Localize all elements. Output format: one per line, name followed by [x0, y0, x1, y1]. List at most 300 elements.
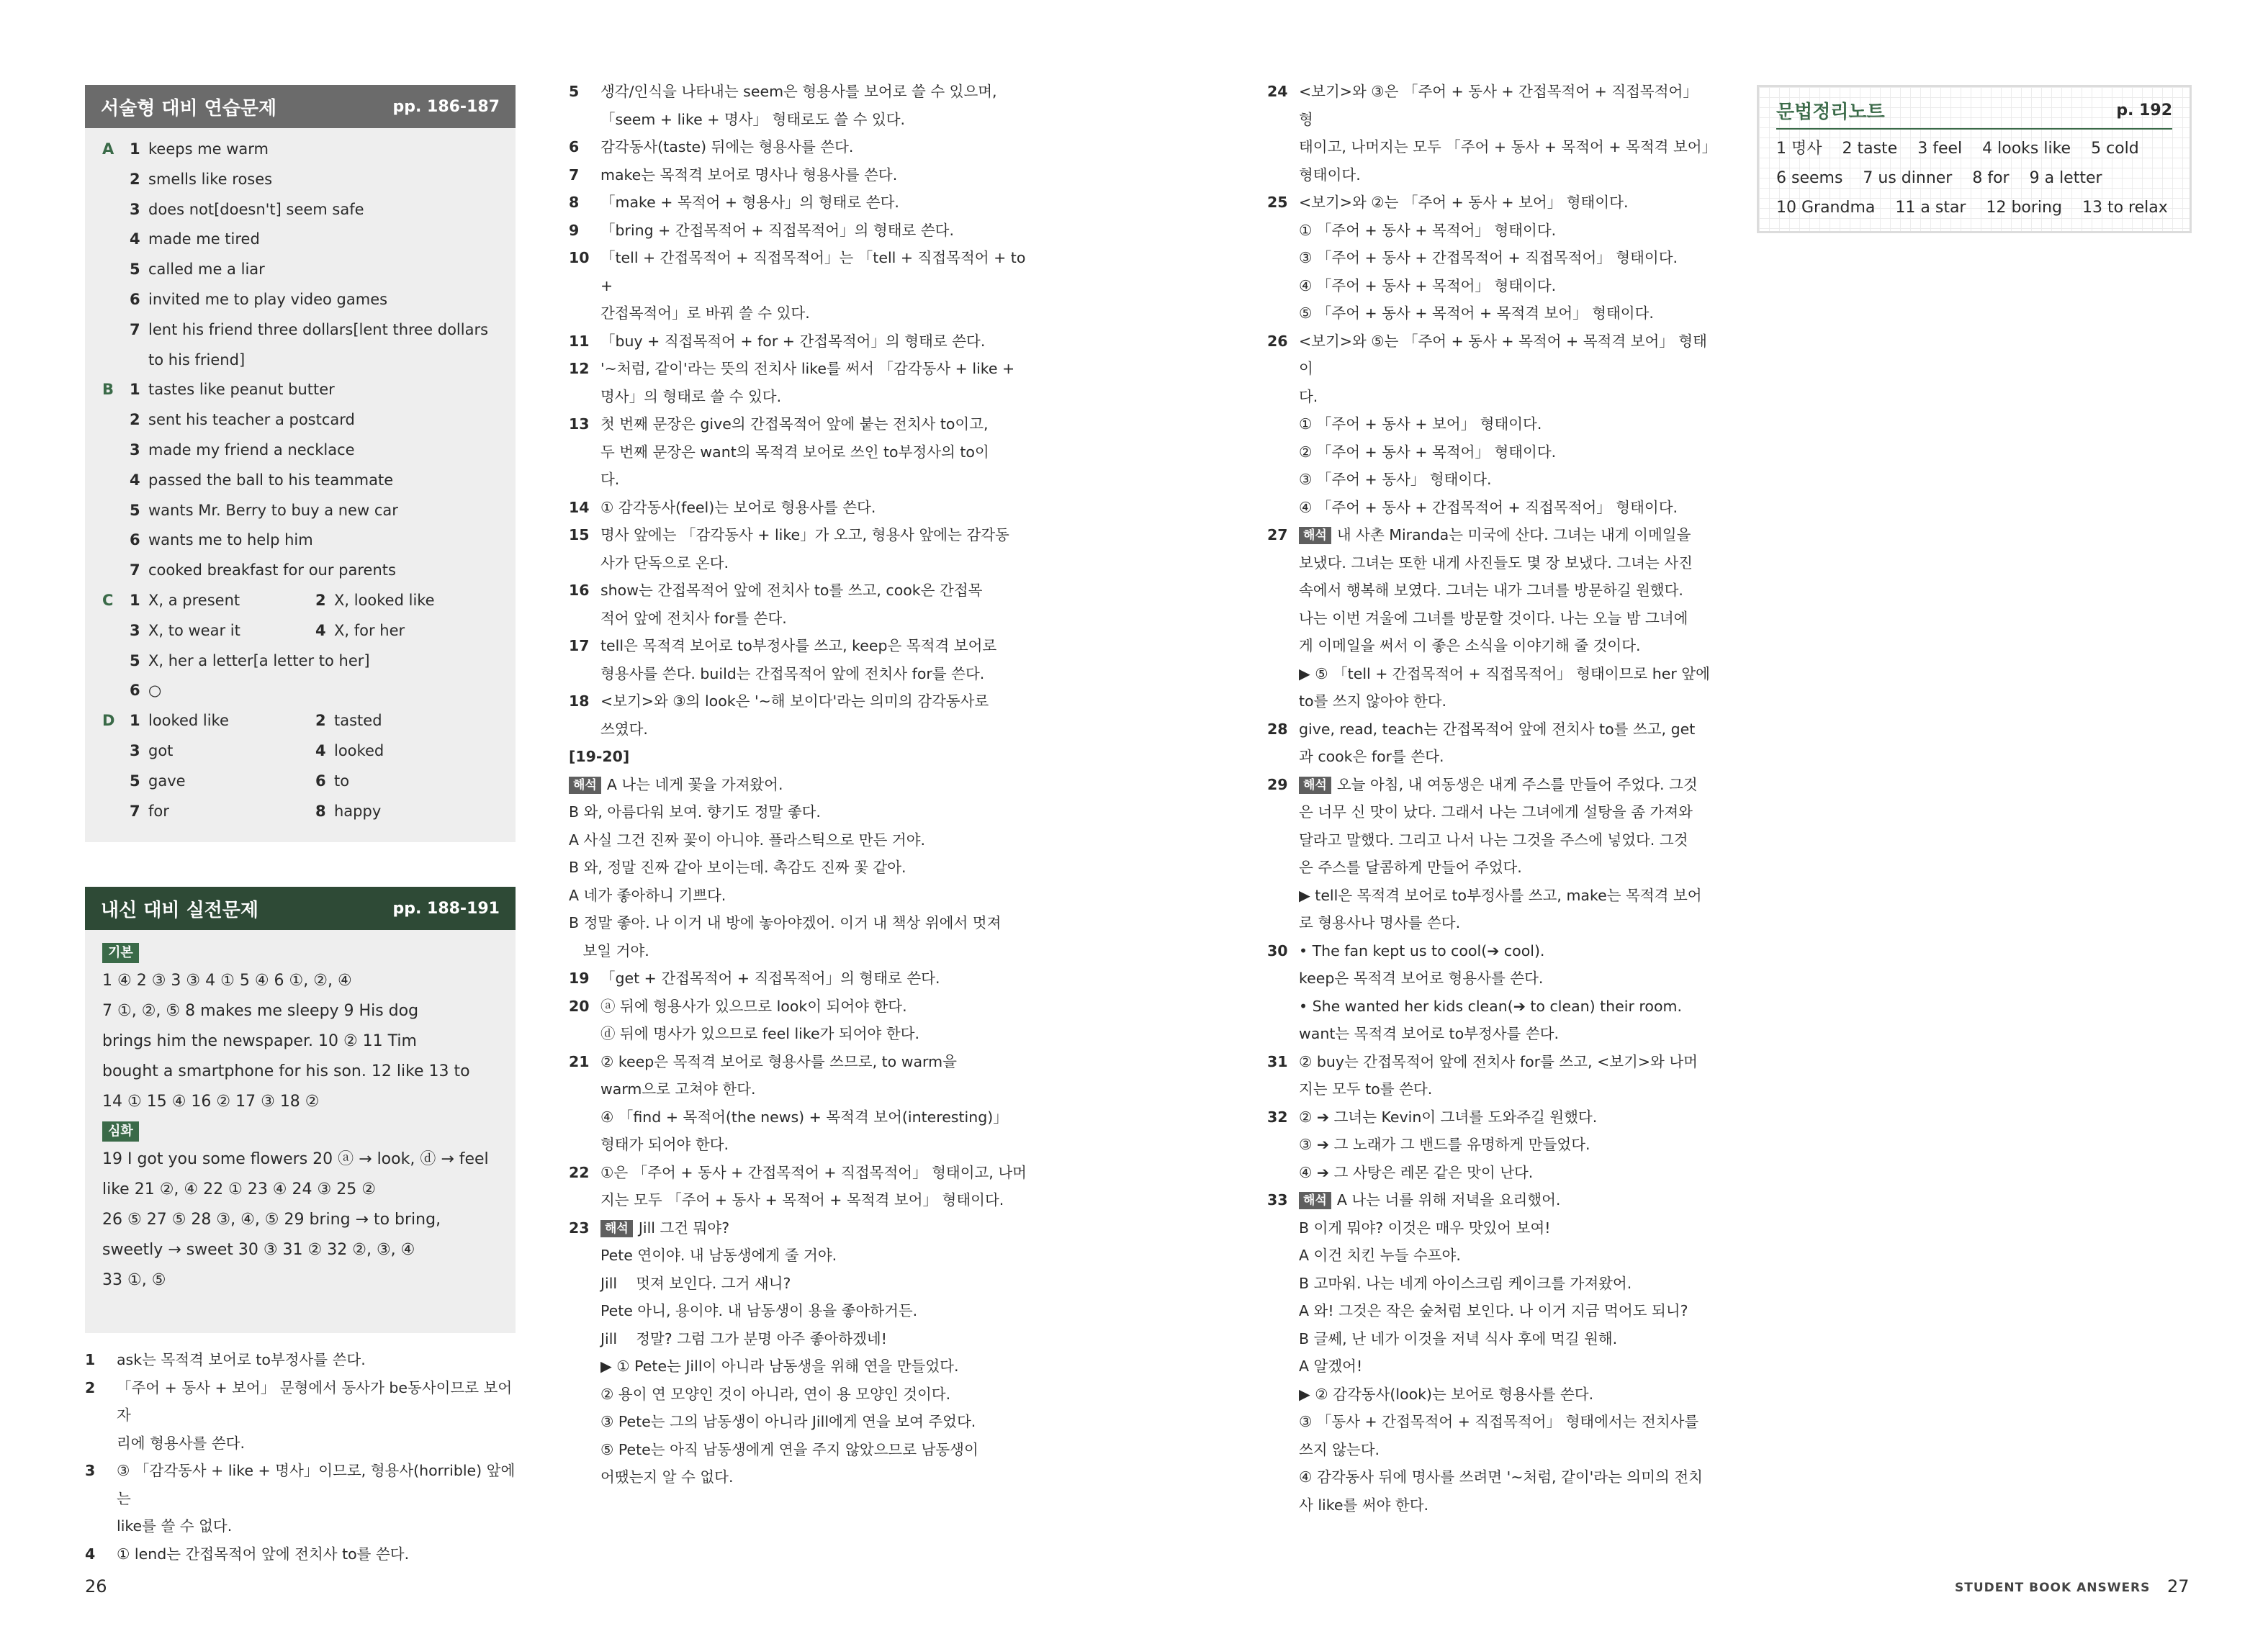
- dialog-line: [569, 854, 1030, 882]
- note-row: [1776, 134, 2172, 163]
- item-text: [1299, 909, 1714, 937]
- item-23-text: ③ Pete는 그의 남동생이 아니라 Jill에게 연을 보여 주었다.: [600, 1413, 976, 1430]
- item-text-content: 과 cook은 for를 쓴다.: [1299, 748, 1444, 765]
- item-text: [1299, 217, 1714, 245]
- item-text-content: 게 이메일을 써서 이 좋은 소식을 이야기해 줄 것이다.: [1299, 637, 1641, 654]
- translation-tag: 해석: [600, 1220, 633, 1237]
- note-answer: 10 Grandma: [1776, 199, 1876, 217]
- item-23-text: 어땠는지 알 수 없다.: [600, 1468, 734, 1486]
- answer-line: [102, 228, 260, 250]
- explanation-line: [1267, 1270, 1714, 1298]
- explanation-line: [1267, 78, 1714, 133]
- note-answer: 3 feel: [1917, 140, 1963, 158]
- item-text: [1299, 133, 1717, 161]
- explanation-line: [1267, 1048, 1714, 1076]
- item-text-content: to를 쓰지 않아야 한다.: [1299, 692, 1447, 710]
- item-text: [1299, 826, 1714, 854]
- answer-text: got: [148, 742, 174, 759]
- item-text-content: <보기>와 ⑤는 「주어 + 동사 + 목적어 + 목적격 보어」 형태이: [1299, 332, 1707, 377]
- note-answer: 4 looks like: [1982, 140, 2071, 158]
- item-text-content: ③ ➔ 그 노래가 그 밴드를 유명하게 만들었다.: [1299, 1136, 1590, 1153]
- explanation-item: [569, 632, 1030, 687]
- item-number: 20: [569, 997, 590, 1015]
- item-23-head-text: Jill 그건 뭐야?: [638, 1219, 730, 1237]
- explanation-line: [1267, 1131, 1714, 1159]
- answer-text: for: [148, 802, 169, 820]
- answer-line-pair: [102, 620, 405, 641]
- item-text-content: ④ 감각동사 뒤에 명사를 쓰려면 '~처럼, 같이'라는 의미의 전치: [1299, 1468, 1703, 1486]
- explanation-item: [569, 993, 1030, 1048]
- item-text: tell은 목적격 보어로 to부정사를 쓰고, keep은 목적격 보어로 형용사를 쓴다. build는 간접목적어 앞에 전치사 for를 쓴다.: [600, 637, 997, 682]
- answer-line-pair: [102, 710, 382, 731]
- item-number: 33: [1267, 1191, 1288, 1209]
- item-text-content: keep은 목적격 보어로 형용사를 쓴다.: [1299, 970, 1544, 987]
- item-text: [1299, 798, 1714, 826]
- item-number: 9: [569, 221, 580, 239]
- answer-text: called me a liar: [148, 261, 265, 279]
- item-text-content: ④ ➔ 그 사탕은 레몬 같은 맛이 난다.: [1299, 1163, 1534, 1181]
- answer-line: [102, 138, 269, 160]
- answer-number: 5: [130, 261, 140, 279]
- note-answer: 7 us dinner: [1863, 169, 1953, 187]
- answer-line: [102, 349, 245, 371]
- explanation-line: [1267, 1463, 1714, 1491]
- section2-header: [85, 887, 516, 930]
- item-text: [1299, 1048, 1714, 1076]
- item-23-line: [569, 1297, 1030, 1325]
- item-text: [1299, 965, 1714, 993]
- answer-text: X, a present: [148, 592, 240, 609]
- item-text: ③ 「감각동사 + like + 명사」이므로, 형용사(horrible) 앞에는 like를 쓸 수 없다.: [117, 1462, 516, 1535]
- item-text: [1299, 1325, 1714, 1353]
- answer-line-pair: [102, 590, 435, 611]
- item-text-content: ② 「주어 + 동사 + 목적어」 형태이다.: [1299, 443, 1557, 461]
- explanation-line: [1267, 133, 1717, 161]
- item-text: 감각동사(taste) 뒤에는 형용사를 쓴다.: [600, 138, 854, 155]
- answer-text: X, her a letter[a letter to her]: [148, 651, 370, 669]
- item-text: [1299, 771, 1714, 799]
- item-number: 10: [569, 249, 590, 266]
- answer-number: 6: [130, 682, 140, 700]
- item-23-lines: [569, 1242, 1030, 1491]
- grammar-note-header: [1776, 97, 2172, 130]
- explanation-item: [569, 521, 1030, 577]
- answer-text: keeps me warm: [148, 140, 269, 158]
- item-text-content: 사 like를 써야 한다.: [1299, 1496, 1429, 1514]
- left-page-number: 26: [85, 1576, 107, 1596]
- answer-line: 14 ① 15 ④ 16 ② 17 ③ 18 ②: [102, 1093, 320, 1111]
- column-2-items-2: [569, 965, 1030, 1214]
- explanation-item: [569, 328, 1030, 356]
- item-23-text: ▶ ① Pete는 Jill이 아니라 남동생을 위해 연을 만들었다.: [600, 1358, 959, 1375]
- answer-text: does not[doesn't] seem safe: [148, 200, 364, 218]
- item-23-line: [569, 1242, 1030, 1270]
- item-23-line: [569, 1352, 1030, 1381]
- item-text: [1299, 1436, 1714, 1464]
- item-text: [1299, 161, 1714, 189]
- basic-tag: 기본: [102, 943, 139, 963]
- explanation-line: [1267, 798, 1714, 826]
- item-number: 8: [569, 194, 580, 211]
- item-number: 1: [85, 1351, 96, 1368]
- answer-number: 6: [315, 772, 326, 790]
- translation-tag: 해석: [1299, 527, 1331, 544]
- dialog-line: [569, 826, 1030, 854]
- answer-number: 1: [130, 381, 140, 399]
- column-2: [569, 78, 1030, 1491]
- item-text: [1299, 189, 1714, 217]
- item-number: 28: [1267, 720, 1288, 738]
- grammar-note-box: [1757, 85, 2192, 233]
- item-23-head: [600, 1214, 1030, 1242]
- dialog-line: [569, 882, 1030, 910]
- item-text-content: 지는 모두 to를 쓴다.: [1299, 1080, 1433, 1098]
- item-text: [1299, 244, 1714, 272]
- section2-pages: pp. 188-191: [392, 899, 500, 918]
- answer-number: 2: [315, 592, 326, 609]
- explanation-item: [569, 78, 1030, 133]
- item-text: ① lend는 간접목적어 앞에 전치사 to를 쓴다.: [117, 1545, 410, 1563]
- explanation-line: [1267, 1491, 1714, 1519]
- answer-text: X, looked like: [334, 592, 435, 609]
- answer-line-pair: [102, 800, 381, 822]
- note-answer: 1 명사: [1776, 140, 1822, 158]
- translation-tag: 해석: [1299, 1192, 1331, 1209]
- answer-line: 33 ①, ⑤: [102, 1271, 166, 1289]
- item-number: 3: [85, 1462, 96, 1479]
- note-answer: 8 for: [1972, 169, 2010, 187]
- item-text: ① 감각동사(feel)는 보어로 형용사를 쓴다.: [600, 498, 876, 516]
- item-text-content: A 알겠어!: [1299, 1358, 1363, 1375]
- item-text: [1299, 1381, 1714, 1409]
- item-text: 「buy + 직접목적어 + for + 간접목적어」의 형태로 쓴다.: [600, 332, 986, 350]
- section2-box: [85, 887, 516, 1333]
- answer-line-pair: [102, 679, 334, 701]
- item-number: 4: [85, 1545, 96, 1563]
- item-23-text: Pete 연이야. 내 남동생에게 줄 거야.: [600, 1247, 837, 1264]
- item-text: [1299, 1297, 1714, 1325]
- item-text-content: ③ 「주어 + 동사」 형태이다.: [1299, 471, 1492, 488]
- section1-answers: [85, 128, 516, 842]
- item-text-content: 보냈다. 그녀는 또한 내게 사진들도 몇 장 보냈다. 그녀는 사진: [1299, 554, 1693, 572]
- grammar-note-page: p. 192: [2116, 101, 2172, 119]
- explanation-line: [1267, 1381, 1714, 1409]
- explanation-line: [1267, 577, 1714, 605]
- explanation-item: [569, 161, 1030, 189]
- item-text: [1299, 328, 1714, 383]
- item-text-content: • The fan kept us to cool(➔ cool).: [1299, 941, 1545, 959]
- item-text-content: ② buy는 간접목적어 앞에 전치사 for를 쓰고, <보기>와 나머: [1299, 1052, 1698, 1070]
- item-text: [1299, 494, 1714, 522]
- item-23-line: [569, 1381, 1030, 1409]
- answer-number: 4: [130, 230, 140, 248]
- item-23-text: Pete 아니, 용이야. 내 남동생이 용을 좋아하거든.: [600, 1302, 918, 1319]
- item-text: [1299, 1214, 1714, 1242]
- item-23-number: 23: [569, 1219, 590, 1237]
- item-number: 7: [569, 166, 580, 184]
- explanation-line: [1267, 937, 1714, 965]
- item-23-line: [569, 1270, 1030, 1298]
- explanation-line: [1267, 605, 1714, 633]
- answer-text: wants Mr. Berry to buy a new car: [148, 501, 398, 519]
- item-text: [1299, 549, 1714, 577]
- item-number: 5: [569, 83, 580, 100]
- dialog-text: A 나는 네게 꽃을 가져왔어.: [606, 775, 783, 793]
- item-text-content: ② ➔ 그녀는 Kevin이 그녀를 도와주길 원했다.: [1299, 1108, 1598, 1126]
- answer-number: 1: [130, 592, 140, 609]
- item-text-content: 달라고 말했다. 그리고 나서 나는 그것을 주스에 넣었다. 그것: [1299, 831, 1688, 849]
- explanation-line: [1267, 1242, 1714, 1270]
- answer-text: tasted: [334, 712, 382, 730]
- explanation-line: [1267, 217, 1714, 245]
- explanation-line: [1267, 383, 1714, 411]
- item-text-content: 오늘 아침, 내 여동생은 내게 주스를 만들어 주었다. 그것: [1336, 775, 1698, 793]
- answer-group-label: B: [102, 381, 114, 399]
- explanation-line: [1267, 244, 1714, 272]
- group-19-20: [569, 743, 1030, 771]
- explanation-line: [1267, 521, 1714, 549]
- item-text: [1299, 1186, 1714, 1214]
- answer-line: [102, 199, 364, 220]
- item-text-content: 은 너무 신 맛이 났다. 그래서 나는 그녀에게 설탕을 좀 가져와: [1299, 803, 1693, 821]
- item-text-content: A 와! 그것은 작은 숲처럼 보인다. 나 이거 지금 먹어도 되니?: [1299, 1302, 1688, 1319]
- explanation-line: [1267, 1020, 1714, 1048]
- section1-header: [85, 85, 516, 128]
- explanation-line: [1267, 189, 1714, 217]
- answer-text: X, for her: [334, 621, 405, 639]
- answer-line: [102, 258, 265, 280]
- item-text: [1299, 854, 1714, 882]
- item-text-content: give, read, teach는 간접목적어 앞에 전치사 to를 쓰고, get: [1299, 720, 1696, 738]
- item-text-content: 은 주스를 달콤하게 만들어 주었다.: [1299, 859, 1522, 876]
- item-text: make는 목적격 보어로 명사나 형용사를 쓴다.: [600, 166, 898, 184]
- explanation-line: [1267, 715, 1714, 744]
- item-text: [1299, 1463, 1714, 1491]
- item-text: [1299, 1242, 1714, 1270]
- explanation-line: [1267, 1436, 1714, 1464]
- advanced-tag: 심화: [102, 1121, 139, 1142]
- section1-box: [85, 85, 516, 842]
- answer-number: 4: [130, 471, 140, 489]
- dialog-line: [569, 798, 1030, 826]
- explanation-line: [1267, 909, 1714, 937]
- item-number: 17: [569, 637, 590, 654]
- grammar-note-title: 문법정리노트: [1776, 101, 1885, 123]
- item-number: 14: [569, 498, 590, 516]
- answer-line: [102, 529, 313, 551]
- answer-line-pair: [102, 770, 349, 792]
- item-text: [1299, 1103, 1714, 1132]
- explanation-line: [1267, 882, 1714, 910]
- item-text-content: 속에서 행복해 보였다. 그녀는 내가 그녀를 방문하길 원했다.: [1299, 582, 1683, 599]
- item-text: [1299, 78, 1714, 133]
- explanation-line: [1267, 328, 1714, 383]
- item-text: 「bring + 간접목적어 + 직접목적어」의 형태로 쓴다.: [600, 221, 954, 239]
- answer-text: to: [334, 772, 350, 790]
- explanation-item: [85, 1540, 517, 1568]
- note-answer: 2 taste: [1842, 140, 1898, 158]
- answer-number: 2: [130, 411, 140, 429]
- item-text: [1299, 1491, 1714, 1519]
- explanation-item: [569, 355, 1030, 410]
- item-text-content: 형태이다.: [1299, 166, 1361, 184]
- answer-number: 6: [130, 531, 140, 549]
- explanation-item: [569, 189, 1030, 217]
- explanation-line: [1267, 1214, 1714, 1242]
- translation-tag: 해석: [1299, 777, 1331, 794]
- answer-text: passed the ball to his teammate: [148, 471, 394, 489]
- answer-number: 3: [130, 621, 140, 639]
- item-23-text: Jill 멋져 보인다. 그거 새니?: [600, 1274, 791, 1292]
- item-text-content: 로 형용사나 명사를 쓴다.: [1299, 914, 1461, 931]
- advanced-answers: [102, 1144, 498, 1296]
- explanation-item: [569, 410, 1030, 494]
- item-text: [1299, 1075, 1714, 1103]
- item-text-content: A 나는 너를 위해 저녁을 요리했어.: [1336, 1191, 1561, 1209]
- answer-number: 3: [130, 200, 140, 218]
- answer-line: like 21 ②, ④ 22 ① 23 ④ 24 ③ 25 ②: [102, 1180, 376, 1198]
- answer-text: looked like: [148, 712, 229, 730]
- explanation-line: [1267, 299, 1714, 328]
- answer-line: [102, 439, 355, 461]
- translation-tag: 해석: [569, 777, 601, 794]
- item-number: 21: [569, 1052, 590, 1070]
- explanation-line: [1267, 410, 1714, 438]
- explanation-line: [1267, 1159, 1714, 1187]
- answer-text: ○: [148, 682, 162, 700]
- answer-line-pair: [102, 650, 370, 672]
- item-text-content: ④ 「주어 + 동사 + 간접목적어 + 직접목적어」 형태이다.: [1299, 498, 1678, 516]
- item-text: '~처럼, 같이'라는 뜻의 전치사 like를 써서 「감각동사 + like + 명사」의 형태로 쓸 수 있다.: [600, 360, 1015, 405]
- explanation-item: [85, 1457, 517, 1540]
- answer-number: 7: [130, 320, 140, 338]
- item-text: ask는 목적격 보어로 to부정사를 쓴다.: [117, 1351, 366, 1368]
- answer-number: 2: [130, 170, 140, 188]
- item-text: [1299, 1270, 1714, 1298]
- left-explanations: [85, 1346, 517, 1568]
- section2-title: 내신 대비 실전문제: [101, 899, 259, 921]
- answer-number: 3: [130, 742, 140, 759]
- answer-line-pair: [102, 740, 384, 762]
- answer-text: made my friend a necklace: [148, 441, 355, 459]
- item-text-content: want는 목적격 보어로 to부정사를 쓴다.: [1299, 1025, 1559, 1042]
- item-text-content: ③ 「동사 + 간접목적어 + 직접목적어」 형태에서는 전치사를: [1299, 1413, 1699, 1430]
- answer-line: [102, 319, 488, 340]
- item-number: 15: [569, 526, 590, 543]
- item-text: ② keep은 목적격 보어로 형용사를 쓰므로, to warm을 warm으로 고쳐야 한다. ④ 「find + 목적어(the news) + 목적격 보어(interesting)」 형태가 되어야 한다.: [600, 1052, 1008, 1153]
- answer-number: 8: [315, 802, 326, 820]
- answer-line: sweetly → sweet 30 ③ 31 ② 32 ②, ③, ④: [102, 1241, 415, 1259]
- answer-text: X, to wear it: [148, 621, 240, 639]
- explanation-item: [569, 965, 1030, 993]
- item-number: 26: [1267, 332, 1288, 350]
- item-number: 12: [569, 360, 590, 377]
- item-number: 31: [1267, 1052, 1288, 1070]
- answer-number: 2: [315, 712, 326, 730]
- item-number: 24: [1267, 83, 1288, 100]
- item-text-content: 쓰지 않는다.: [1299, 1440, 1380, 1458]
- answer-number: 5: [130, 651, 140, 669]
- explanation-item: [569, 244, 1030, 328]
- basic-answers: [102, 966, 498, 1117]
- answer-text: gave: [148, 772, 186, 790]
- explanation-line: [1267, 632, 1714, 660]
- explanation-line: [1267, 1297, 1714, 1325]
- answer-number: 7: [130, 561, 140, 579]
- explanation-line: [1267, 1408, 1714, 1436]
- item-23-text: Jill 정말? 그럼 그가 분명 아주 좋아하겠네!: [600, 1329, 887, 1347]
- explanation-line: [1267, 466, 1714, 494]
- answer-text: tastes like peanut butter: [148, 381, 335, 399]
- answer-text: made me tired: [148, 230, 260, 248]
- note-answer: 6 seems: [1776, 169, 1843, 187]
- answer-line: 1 ④ 2 ③ 3 ③ 4 ① 5 ④ 6 ①, ②, ④: [102, 972, 352, 990]
- answer-group-label: D: [102, 712, 115, 730]
- item-text: [1299, 993, 1714, 1021]
- note-answer: 12 boring: [1986, 199, 2062, 217]
- answer-line: 19 I got you some flowers 20 ⓐ → look, ⓓ → feel: [102, 1150, 489, 1168]
- note-answer: 5 cold: [2091, 140, 2139, 158]
- item-text: 「주어 + 동사 + 보어」 문형에서 동사가 be동사이므로 보어 자 리에 형용사를 쓴다.: [117, 1378, 513, 1452]
- item-text: [1299, 743, 1714, 771]
- item-text-content: B 이게 뭐야? 이것은 매우 맛있어 보여!: [1299, 1219, 1551, 1237]
- answer-number: 6: [130, 291, 140, 308]
- answer-number: 5: [130, 501, 140, 519]
- explanation-line: [1267, 687, 1714, 715]
- answer-text: wants me to help him: [148, 531, 313, 549]
- item-23-line: [569, 1463, 1030, 1491]
- item-number: 16: [569, 582, 590, 599]
- dialog-text: B 와, 정말 진짜 같아 보이는데. 촉감도 진짜 꽃 같아.: [569, 859, 906, 876]
- item-text-content: A 이건 치킨 누들 수프야.: [1299, 1247, 1461, 1264]
- answer-line: [102, 559, 396, 581]
- explanation-line: [1267, 660, 1714, 688]
- explanation-item: [569, 1048, 1030, 1159]
- explanation-line: [1267, 1352, 1714, 1381]
- answer-text: happy: [334, 802, 382, 820]
- item-text: [1299, 1131, 1714, 1159]
- item-number: 19: [569, 970, 590, 987]
- item-number: 11: [569, 332, 590, 350]
- note-answer: 11 a star: [1895, 199, 1966, 217]
- item-number: 13: [569, 415, 590, 433]
- explanation-line: [1267, 993, 1714, 1021]
- explanation-item: [569, 217, 1030, 245]
- dialog-text: 보일 거야.: [569, 941, 649, 959]
- item-text: [1299, 1352, 1714, 1381]
- section1-pages: pp. 186-187: [392, 97, 500, 116]
- dialog-text: A 사실 그건 진짜 꽃이 아니야. 플라스틱으로 만든 거야.: [569, 831, 926, 849]
- explanation-line: [1267, 161, 1714, 189]
- item-text: [1299, 605, 1714, 633]
- item-text: ⓐ 뒤에 형용사가 있으므로 look이 되어야 한다. ⓓ 뒤에 명사가 있으므로 feel like가 되어야 한다.: [600, 997, 919, 1042]
- explanation-item: [85, 1346, 517, 1374]
- explanation-line: [1267, 854, 1714, 882]
- item-23-line: [569, 1408, 1030, 1436]
- explanation-line: [1267, 965, 1714, 993]
- answer-text: invited me to play video games: [148, 291, 388, 308]
- grammar-note-answers: [1776, 134, 2172, 222]
- item-text: 생각/인식을 나타내는 seem은 형용사를 보어로 쓸 수 있으며, 「seem + like + 명사」 형태로도 쓸 수 있다.: [600, 83, 997, 128]
- item-text: 「get + 간접목적어 + 직접목적어」의 형태로 쓴다.: [600, 970, 940, 987]
- item-text: [1299, 1020, 1714, 1048]
- explanation-line: [1267, 1103, 1714, 1132]
- item-text: [1299, 632, 1714, 660]
- item-number: 29: [1267, 775, 1288, 793]
- explanation-line: [1267, 826, 1714, 854]
- item-text-content: B 글쎄, 난 네가 이것을 저녁 식사 후에 먹길 원해.: [1299, 1329, 1618, 1347]
- dialog-line: [569, 771, 1030, 799]
